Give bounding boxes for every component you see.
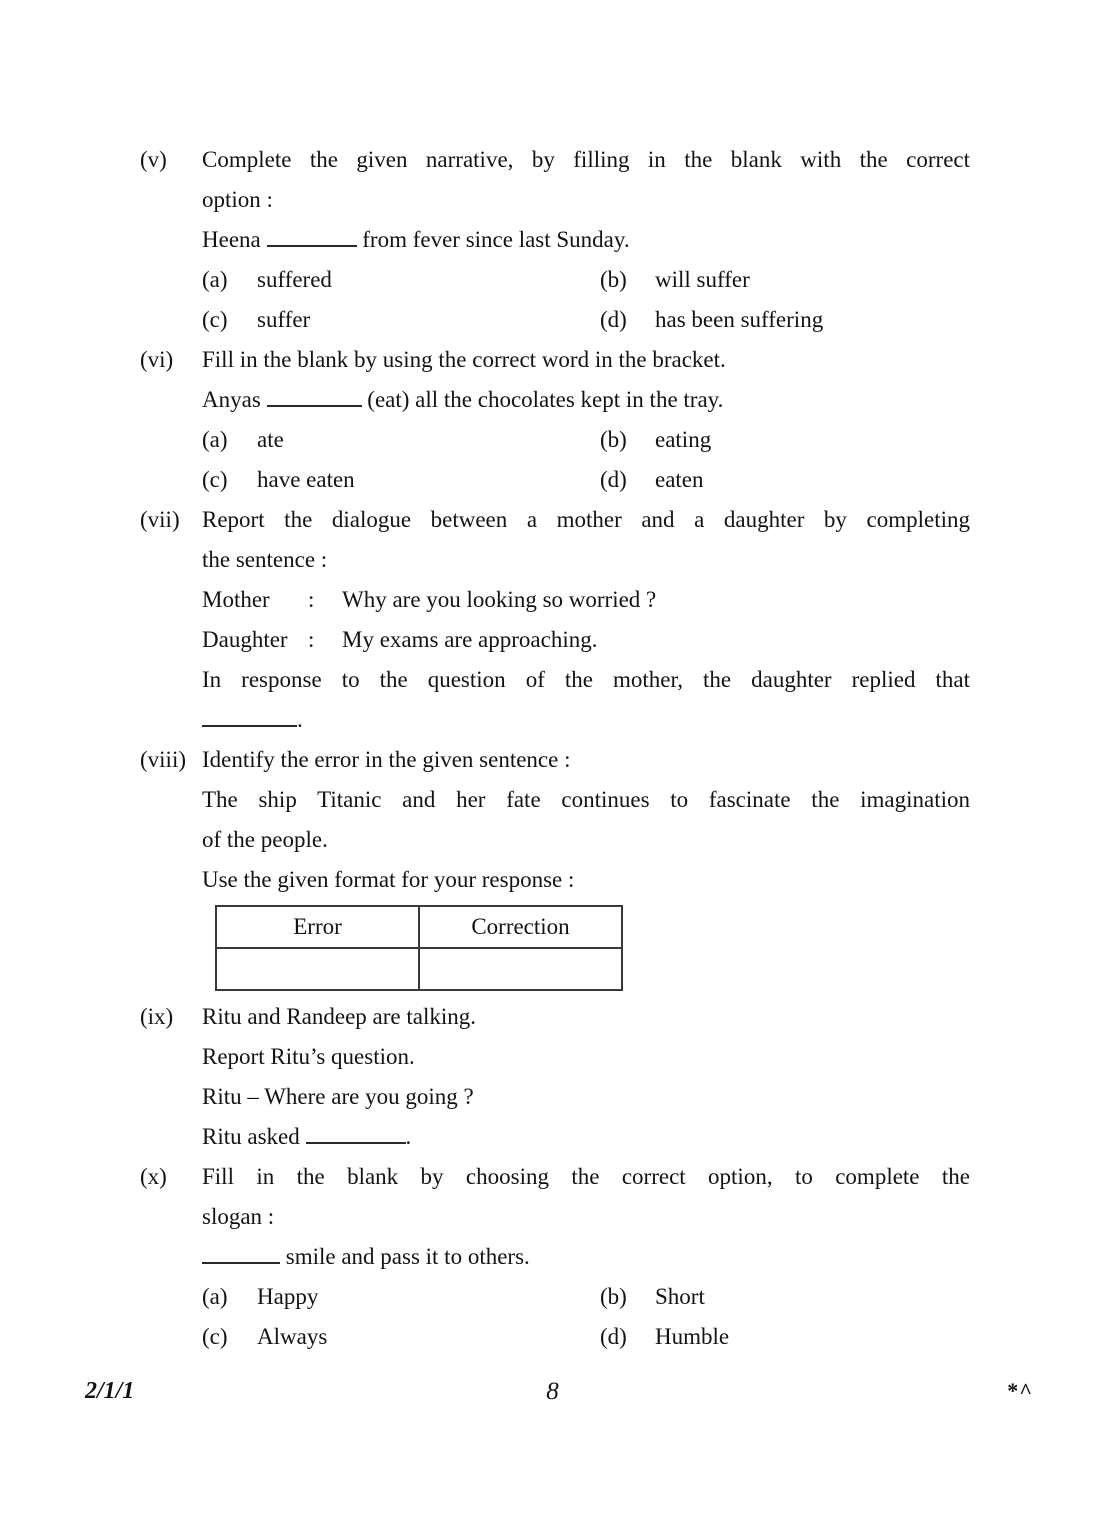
option-letter: (d) — [600, 307, 627, 332]
option-text: have eaten — [257, 467, 355, 492]
option-letter: (c) — [202, 1324, 228, 1349]
question-x-options-cd — [202, 1317, 970, 1357]
option-text: Humble — [655, 1324, 730, 1349]
question-viii — [140, 740, 970, 997]
question-vi-cloze — [202, 380, 970, 420]
question-ix-line4 — [202, 1117, 970, 1157]
question-v — [140, 140, 970, 340]
option-letter: (d) — [600, 1324, 627, 1349]
question-ix — [140, 997, 970, 1157]
question-vi-line1: Fill in the blank by using the correct word in the bracket. — [202, 347, 726, 372]
option-text: eaten — [655, 467, 704, 492]
question-ix-line3: Ritu – Where are you going ? — [202, 1084, 474, 1109]
footer-paper-code: 2/1/1 — [85, 1378, 135, 1404]
question-viii-para2: of the people. — [202, 827, 328, 852]
cloze-pre: Heena — [202, 227, 261, 252]
option-letter: (c) — [202, 467, 228, 492]
table-cell-error-empty — [216, 948, 419, 990]
question-viii-line1: Identify the error in the given sentence : — [202, 747, 571, 772]
dialogue-daughter — [202, 620, 970, 660]
blank-line — [202, 1247, 280, 1264]
cloze-post: smile and pass it to others. — [285, 1244, 530, 1269]
option-text: Happy — [257, 1284, 319, 1309]
blank-line — [306, 1127, 406, 1144]
option-text: will suffer — [655, 267, 750, 292]
option-letter: (a) — [202, 1284, 228, 1309]
dialogue-text: My exams are approaching. — [342, 627, 598, 652]
blank-line — [267, 230, 357, 247]
question-x-cloze — [202, 1237, 970, 1277]
question-viii-format-line: Use the given format for your response : — [202, 867, 575, 892]
cloze-post: (eat) all the chocolates kept in the tray. — [367, 387, 724, 412]
table-header-error: Error — [216, 906, 419, 948]
option-text: Short — [655, 1284, 705, 1309]
option-text: suffer — [257, 307, 311, 332]
blank-line — [202, 710, 297, 727]
question-vi-options-cd — [202, 460, 970, 500]
question-vi-number: (vi) — [140, 347, 174, 372]
question-vii-line1: Report the dialogue between a mother and a daughter by completing — [202, 507, 970, 532]
question-x-number: (x) — [140, 1164, 167, 1189]
question-viii-number: (viii) — [140, 747, 186, 772]
question-v-number: (v) — [140, 147, 167, 172]
option-letter: (b) — [600, 1284, 627, 1309]
option-text: suffered — [257, 267, 332, 292]
question-ix-line1: Ritu and Randeep are talking. — [202, 1004, 477, 1029]
error-correction-table — [215, 905, 623, 991]
question-v-line2: option : — [202, 187, 273, 212]
blank-suffix: . — [405, 1124, 412, 1149]
option-text: Always — [257, 1324, 328, 1349]
option-letter: (b) — [600, 267, 627, 292]
cloze-pre: Anyas — [202, 387, 261, 412]
page-footer — [0, 1378, 1105, 1418]
question-x — [140, 1157, 970, 1357]
option-letter: (a) — [202, 427, 228, 452]
question-v-options-ab — [202, 260, 970, 300]
question-viii-para1: The ship Titanic and her fate continues to fascinate the imagination — [202, 787, 970, 812]
question-ix-line2: Report Ritu’s question. — [202, 1044, 415, 1069]
blank-suffix: . — [297, 707, 303, 732]
question-vi — [140, 340, 970, 500]
option-text: has been suffering — [655, 307, 824, 332]
option-text: eating — [655, 427, 712, 452]
question-x-line1: Fill in the blank by choosing the correct option, to complete the — [202, 1164, 970, 1189]
question-v-options-cd — [202, 300, 970, 340]
questions-area — [140, 140, 970, 1357]
cloze-pre: Ritu asked — [202, 1124, 300, 1149]
question-vii-line2: the sentence : — [202, 547, 328, 572]
question-vii — [140, 500, 970, 740]
question-vi-options-ab — [202, 420, 970, 460]
dialogue-speaker: Mother — [202, 587, 270, 612]
option-letter: (b) — [600, 427, 627, 452]
option-text: ate — [257, 427, 284, 452]
dialogue-text: Why are you looking so worried ? — [342, 587, 657, 612]
dialogue-colon: : — [308, 587, 315, 612]
table-header-correction: Correction — [419, 906, 622, 948]
option-letter: (a) — [202, 267, 228, 292]
table-cell-correction-empty — [419, 948, 622, 990]
footer-marker: *^ — [1007, 1378, 1033, 1403]
question-vii-reply-line: In response to the question of the mother, the daughter replied that — [202, 667, 970, 692]
dialogue-speaker: Daughter — [202, 627, 288, 652]
question-x-line2: slogan : — [202, 1204, 275, 1229]
option-letter: (d) — [600, 467, 627, 492]
question-ix-number: (ix) — [140, 1004, 174, 1029]
cloze-post: from fever since last Sunday. — [362, 227, 630, 252]
footer-page-number: 8 — [546, 1378, 559, 1405]
option-letter: (c) — [202, 307, 228, 332]
question-vii-number: (vii) — [140, 507, 180, 532]
question-vii-blank-line — [202, 700, 970, 740]
question-v-cloze — [202, 220, 970, 260]
dialogue-colon: : — [308, 627, 315, 652]
blank-line — [267, 390, 362, 407]
question-v-line1: Complete the given narrative, by filling in the blank with the correct — [202, 147, 970, 172]
dialogue-mother — [202, 580, 970, 620]
question-x-options-ab — [202, 1277, 970, 1317]
